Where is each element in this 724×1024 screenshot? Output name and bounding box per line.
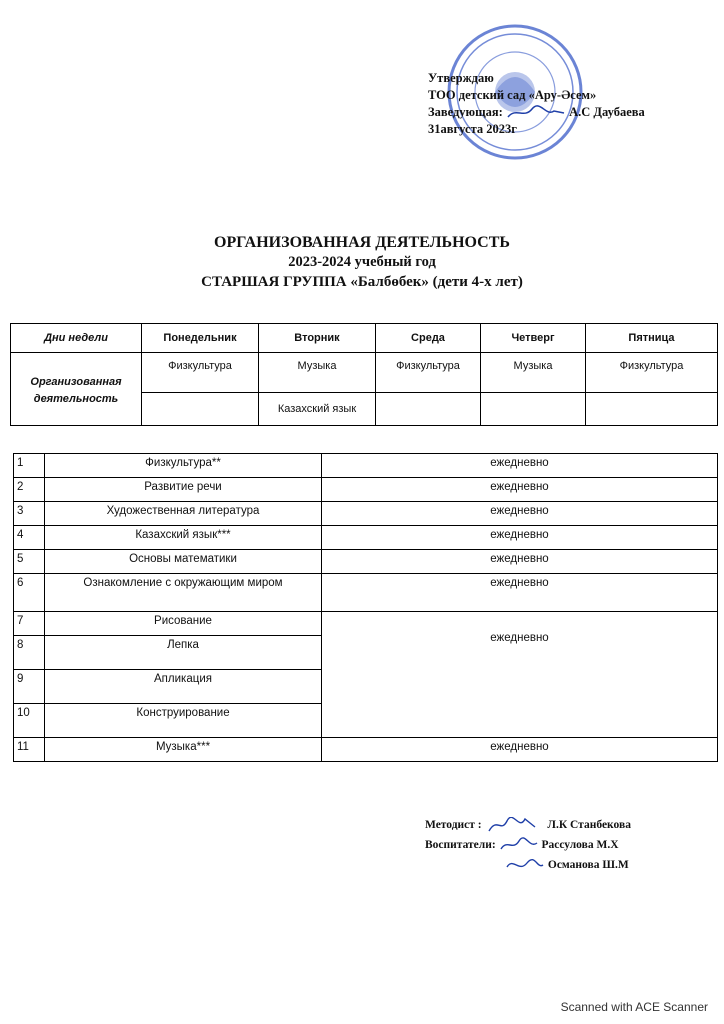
approval-head-name: А.С Даубаева — [569, 105, 645, 119]
row-number: 7 — [14, 612, 45, 636]
schedule-cell — [142, 393, 259, 426]
schedule-row-1 — [11, 353, 718, 393]
row-number: 8 — [14, 636, 45, 670]
subject-frequency: ежедневно — [322, 574, 718, 612]
header-monday: Понедельник — [142, 324, 259, 353]
approval-line-2: ТОО детский сад «Ару-Әсем» — [428, 88, 597, 102]
approval-line-1: Утверждаю — [428, 71, 494, 85]
head-signature — [506, 105, 566, 121]
title-line-3: СТАРШАЯ ГРУППА «Балбөбек» (дети 4-х лет) — [201, 274, 523, 290]
subject-frequency: ежедневно — [322, 738, 718, 762]
subject-frequency: ежедневно — [322, 454, 718, 478]
approval-block — [428, 70, 645, 138]
methodist-label: Методист : — [425, 819, 482, 831]
subject-name: Конструирование — [45, 704, 322, 738]
schedule-cell — [481, 393, 586, 426]
row-number: 11 — [14, 738, 45, 762]
title-line-2: 2023-2024 учебный год — [288, 254, 436, 270]
schedule-cell: Физкультура — [142, 353, 259, 393]
signatures-block — [425, 815, 631, 875]
subject-name: Художественная литература — [45, 502, 322, 526]
schedule-cell: Физкультура — [376, 353, 481, 393]
subject-name: Ознакомление с окружающим миром — [45, 574, 322, 612]
subject-frequency: ежедневно — [322, 526, 718, 550]
row-label: Организованная деятельность — [11, 353, 142, 426]
document-title — [0, 232, 724, 293]
header-thursday: Четверг — [481, 324, 586, 353]
subjects-table — [13, 453, 718, 762]
approval-line-3 — [428, 104, 645, 121]
table-row — [14, 550, 718, 574]
subject-name: Музыка*** — [45, 738, 322, 762]
schedule-cell: Физкультура — [586, 353, 718, 393]
table-row — [14, 738, 718, 762]
methodist-signature — [485, 817, 545, 833]
teacher2-signature — [505, 857, 545, 873]
subject-name: Основы математики — [45, 550, 322, 574]
teachers-line — [425, 835, 631, 855]
teacher2-line — [425, 855, 631, 875]
row-number: 9 — [14, 670, 45, 704]
schedule-cell: Казахский язык — [259, 393, 376, 426]
header-wednesday: Среда — [376, 324, 481, 353]
weekly-schedule-table — [10, 323, 718, 426]
subject-frequency-merged: ежедневно — [322, 612, 718, 738]
header-friday: Пятница — [586, 324, 718, 353]
table-row — [14, 502, 718, 526]
row-number: 6 — [14, 574, 45, 612]
subject-name: Рисование — [45, 612, 322, 636]
row-number: 10 — [14, 704, 45, 738]
subject-frequency: ежедневно — [322, 550, 718, 574]
header-tuesday: Вторник — [259, 324, 376, 353]
row-number: 1 — [14, 454, 45, 478]
table-row — [14, 478, 718, 502]
methodist-line — [425, 815, 631, 835]
scanner-footer: Scanned with ACE Scanner — [560, 1000, 708, 1014]
schedule-cell — [586, 393, 718, 426]
title-line-1: ОРГАНИЗОВАННАЯ ДЕЯТЕЛЬНОСТЬ — [214, 234, 510, 251]
schedule-cell: Музыка — [259, 353, 376, 393]
subject-name: Физкультура** — [45, 454, 322, 478]
row-number: 2 — [14, 478, 45, 502]
header-days: Дни недели — [11, 324, 142, 353]
subject-name: Апликация — [45, 670, 322, 704]
teacher2-name: Османова Ш.М — [547, 859, 629, 871]
methodist-name: Л.К Станбекова — [547, 819, 631, 831]
schedule-cell: Музыка — [481, 353, 586, 393]
table-row — [14, 454, 718, 478]
teacher1-name: Рассулова М.Х — [541, 839, 619, 851]
schedule-header-row — [11, 324, 718, 353]
subject-frequency: ежедневно — [322, 478, 718, 502]
approval-head-label: Заведующая: — [428, 105, 503, 119]
approval-line-4: 31августа 2023г — [428, 122, 517, 137]
row-number: 5 — [14, 550, 45, 574]
schedule-cell — [376, 393, 481, 426]
row-number: 3 — [14, 502, 45, 526]
subject-frequency: ежедневно — [322, 502, 718, 526]
table-row — [14, 574, 718, 612]
subject-name: Развитие речи — [45, 478, 322, 502]
table-row — [14, 526, 718, 550]
teacher1-signature — [499, 837, 539, 853]
table-row — [14, 612, 718, 636]
teachers-label: Воспитатели: — [425, 839, 496, 851]
row-number: 4 — [14, 526, 45, 550]
subject-name: Казахский язык*** — [45, 526, 322, 550]
subject-name: Лепка — [45, 636, 322, 670]
